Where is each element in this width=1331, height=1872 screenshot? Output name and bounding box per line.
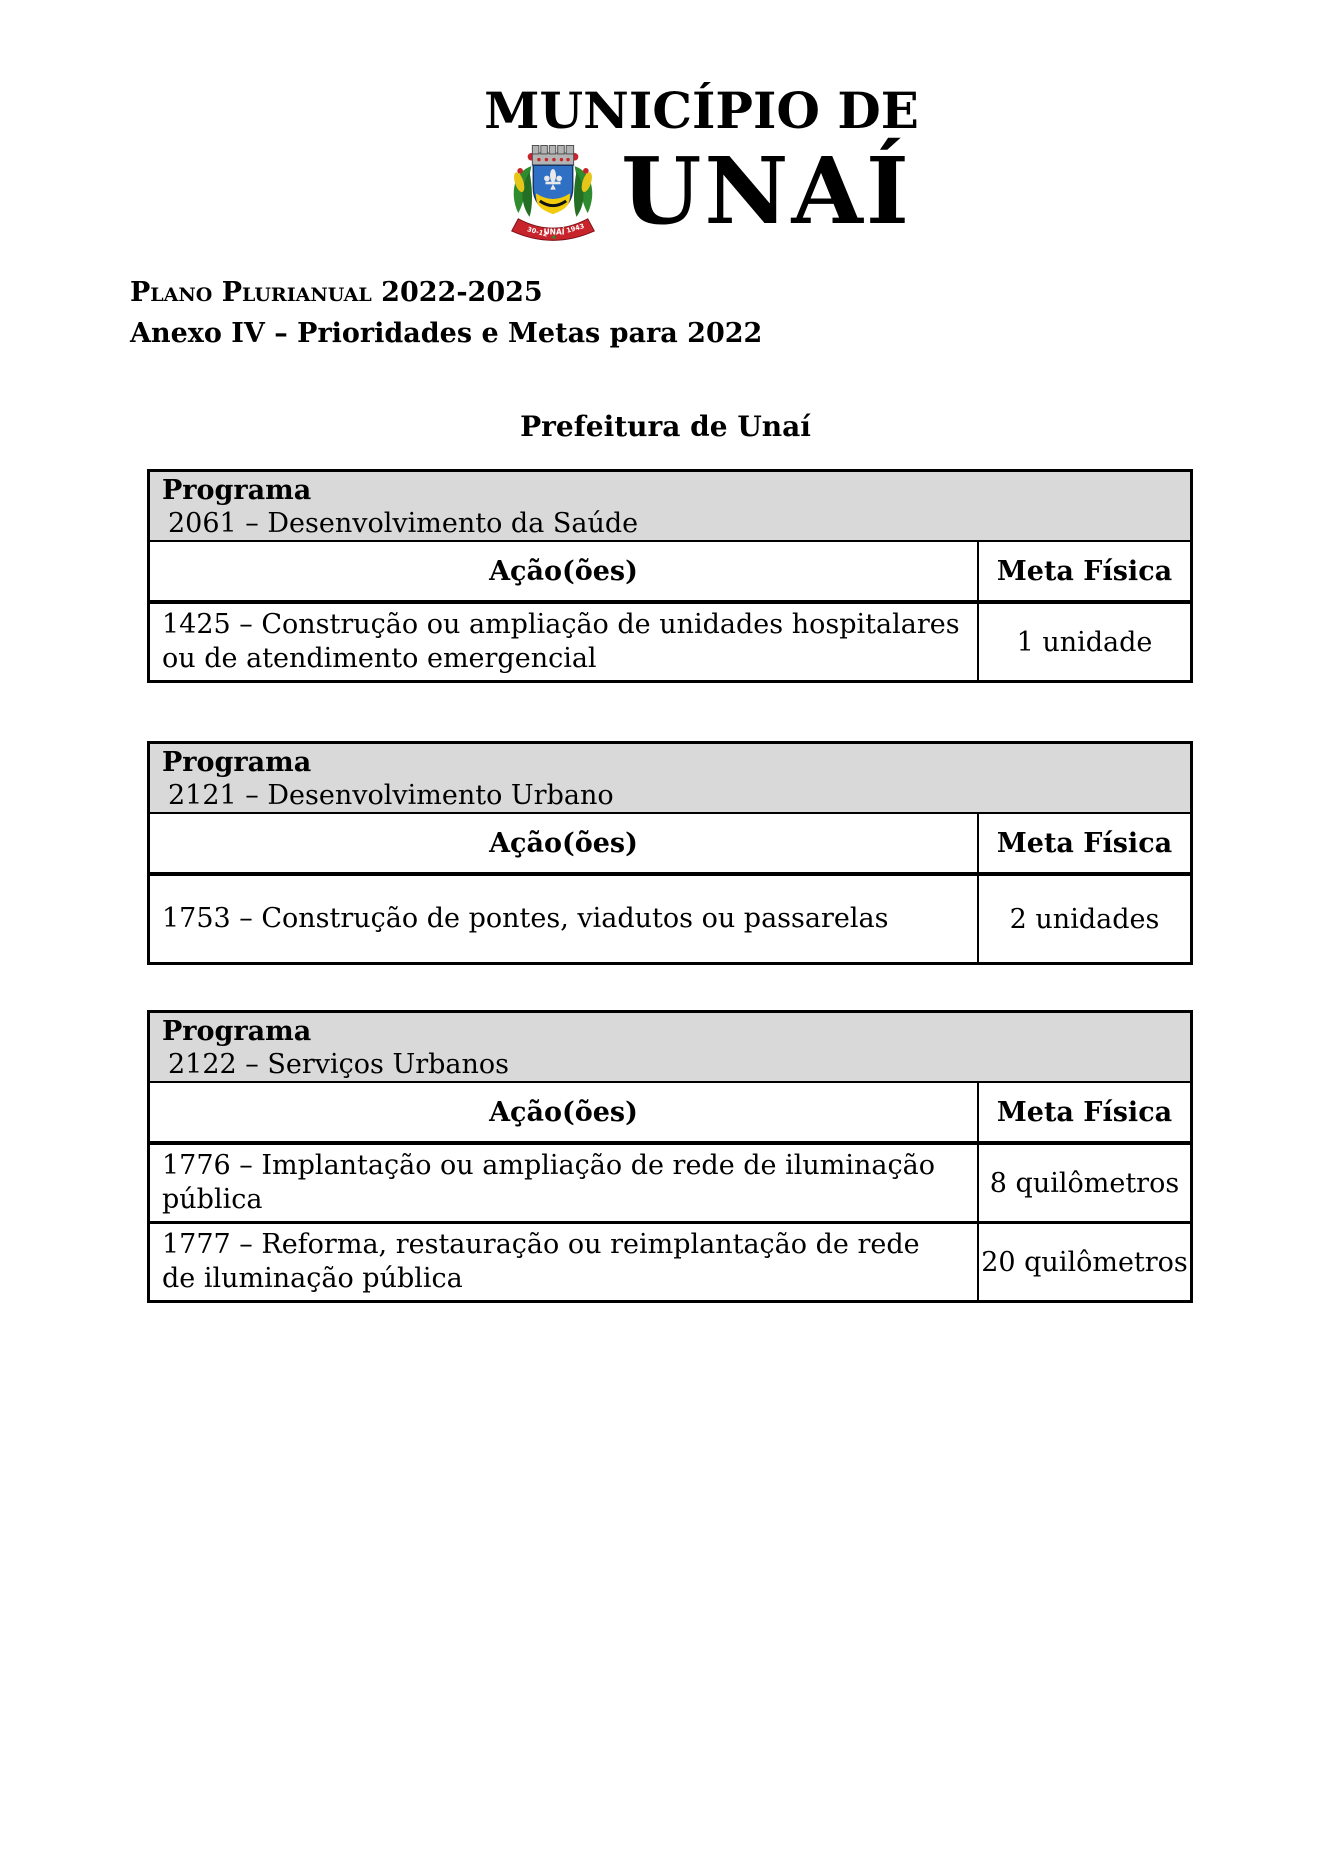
meta-cell: 20 quilômetros xyxy=(977,1224,1190,1300)
table-row xyxy=(150,1221,1190,1300)
program-name: 2122 – Serviços Urbanos xyxy=(168,1049,510,1080)
action-cell xyxy=(150,1224,977,1300)
municipality-name-line: MUNICÍPIO DE xyxy=(484,81,919,140)
unai-coat-of-arms-icon xyxy=(491,138,615,246)
table-row xyxy=(150,876,1190,962)
program-table-2061 xyxy=(147,469,1193,683)
action-text: 1776 – Implantação ou ampliação de rede de iluminação pública xyxy=(162,1150,935,1215)
program-label: Programa xyxy=(162,747,312,778)
program-name: 2121 – Desenvolvimento Urbano xyxy=(168,780,614,811)
program-header-row xyxy=(150,472,1190,542)
table-row xyxy=(150,604,1190,680)
column-header-row xyxy=(150,814,1190,876)
meta-cell: 2 unidades xyxy=(977,876,1190,962)
program-header-row xyxy=(150,1013,1190,1083)
program-label: Programa xyxy=(162,475,312,506)
plan-title: Plano Plurianual 2022-2025 xyxy=(130,277,543,308)
crest-ribbon-center-text: UNAÍ xyxy=(543,227,565,237)
meta-cell: 8 quilômetros xyxy=(977,1145,1190,1221)
unai-wordmark: UNAÍ xyxy=(621,137,912,246)
column-header-row xyxy=(150,1083,1190,1145)
table-row xyxy=(150,1145,1190,1221)
meta-column-header: Meta Física xyxy=(977,814,1190,872)
action-text: 1425 – Construção ou ampliação de unidades hospitalares ou de atendimento emergencial xyxy=(162,609,960,674)
plan-title-block xyxy=(130,276,1331,350)
municipality-header xyxy=(36,0,1331,246)
action-column-header: Ação(ões) xyxy=(489,555,638,587)
program-label: Programa xyxy=(162,1016,312,1047)
meta-column-header: Meta Física xyxy=(977,542,1190,600)
action-cell xyxy=(150,604,977,680)
municipality-logo xyxy=(491,138,912,246)
crest-ribbon-left-text: 30-12 xyxy=(526,225,549,239)
action-column-header: Ação(ões) xyxy=(489,827,638,859)
annex-title: Anexo IV – Prioridades e Metas para 2022 xyxy=(130,318,763,349)
meta-cell: 1 unidade xyxy=(977,604,1190,680)
meta-column-header: Meta Física xyxy=(977,1083,1190,1141)
column-header-row xyxy=(150,542,1190,604)
action-cell xyxy=(150,876,977,962)
program-table-2122 xyxy=(147,1010,1193,1303)
action-column-header: Ação(ões) xyxy=(489,1096,638,1128)
action-text: 1777 – Reforma, restauração ou reimplantação de rede de iluminação pública xyxy=(162,1229,920,1294)
program-table-2121 xyxy=(147,741,1193,965)
section-title: Prefeitura de Unaí xyxy=(520,410,811,443)
action-cell xyxy=(150,1145,977,1221)
program-name: 2061 – Desenvolvimento da Saúde xyxy=(168,508,639,539)
program-header-row xyxy=(150,744,1190,814)
action-text: 1753 – Construção de pontes, viadutos ou passarelas xyxy=(162,903,889,934)
crest-ribbon-right-text: 1943 xyxy=(565,222,586,235)
